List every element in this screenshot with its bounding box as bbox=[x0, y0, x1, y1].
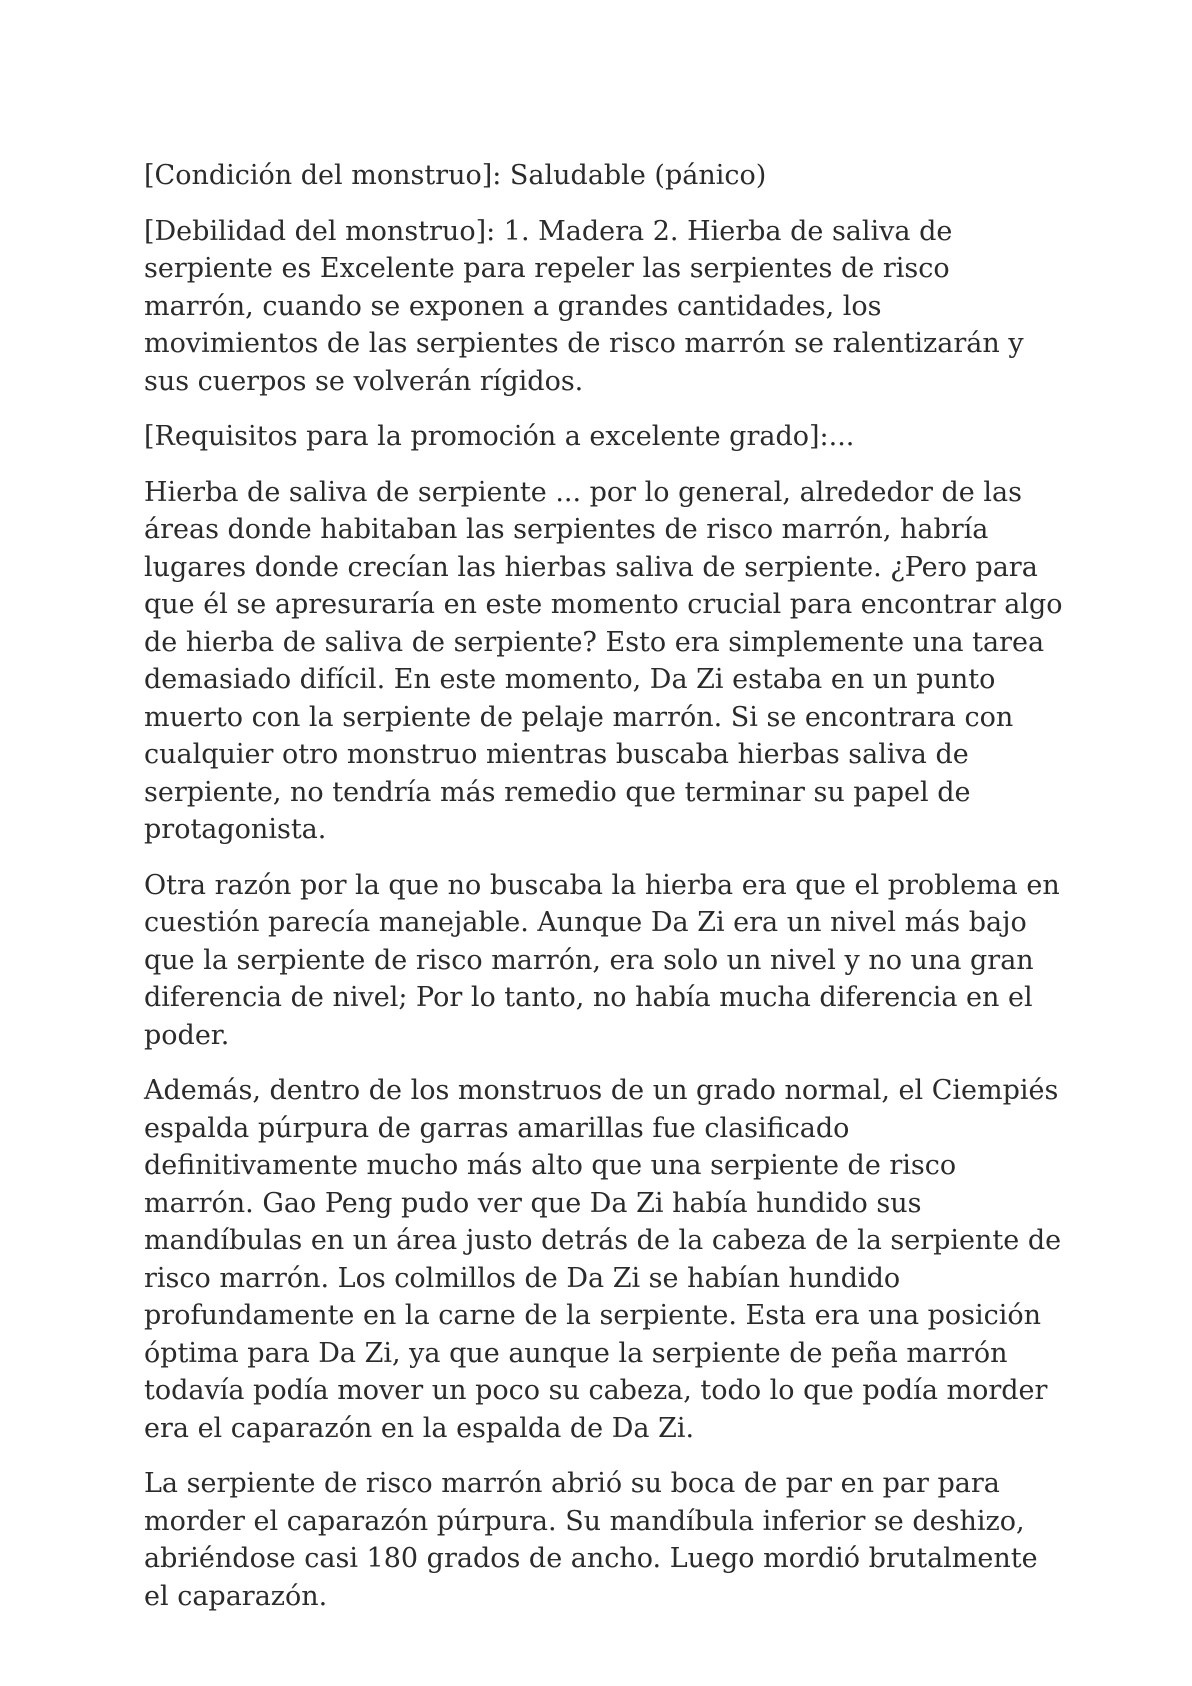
document-page bbox=[144, 157, 1064, 1633]
story-paragraph: Otra razón por la que no buscaba la hierba era que el problema en cuestión parecía manejable. Aunque Da Zi era un nivel más bajo que la serpiente de risco marrón, era solo un nivel y no una gran diferencia de nivel; Por lo tanto, no había mucha diferencia en el poder. bbox=[144, 869, 1060, 1051]
story-paragraph: La serpiente de risco marrón abrió su boca de par en par para morder el caparazón púrpura. Su mandíbula inferior se deshizo, abriéndose casi 180 grados de ancho. Luego mordió brutalmente el caparazón. bbox=[144, 1468, 1038, 1612]
story-paragraph: Además, dentro de los monstruos de un grado normal, el Ciempiés espalda púrpura de garras amarillas fue clasificado definitivamente mucho más alto que una serpiente de risco marrón. Gao Peng pudo ver que Da Zi había hundido sus mandíbulas en un área justo detrás de la cabeza de la serpiente de risco marrón. Los colmillos de Da Zi se habían hundido profundamente en la carne de la serpiente. Esta era una posición óptima para Da Zi, ya que aunque la serpiente de peña marrón todavía podía mover un poco su cabeza, todo lo que podía morder era el caparazón en la espalda de Da Zi. bbox=[144, 1075, 1062, 1444]
monster-weakness-paragraph: [Debilidad del monstruo]: 1. Madera 2. Hierba de saliva de serpiente es Excelente para repeler las serpientes de risco marrón, cuando se exponen a grandes cantidades, los movimientos de las serpientes de risco marrón se ralentizarán y sus cuerpos se volverán rígidos. bbox=[144, 215, 1024, 397]
monster-condition-paragraph: [Condición del monstruo]: Saludable (pánico) bbox=[144, 160, 767, 191]
story-paragraph: Hierba de saliva de serpiente ... por lo general, alrededor de las áreas donde habitaban las serpientes de risco marrón, habría lugares donde crecían las hierbas saliva de serpiente. ¿Pero para que él se apresuraría en este momento crucial para encontrar algo de hierba de saliva de serpiente? Esto era simplemente una tarea demasiado difícil. En este momento, Da Zi estaba en un punto muerto con la serpiente de pelaje marrón. Si se encontrara con cualquier otro monstruo mientras buscaba hierbas saliva de serpiente, no tendría más remedio que terminar su papel de protagonista. bbox=[144, 476, 1063, 845]
promotion-requirements-paragraph: [Requisitos para la promoción a excelente grado]:... bbox=[144, 421, 855, 452]
